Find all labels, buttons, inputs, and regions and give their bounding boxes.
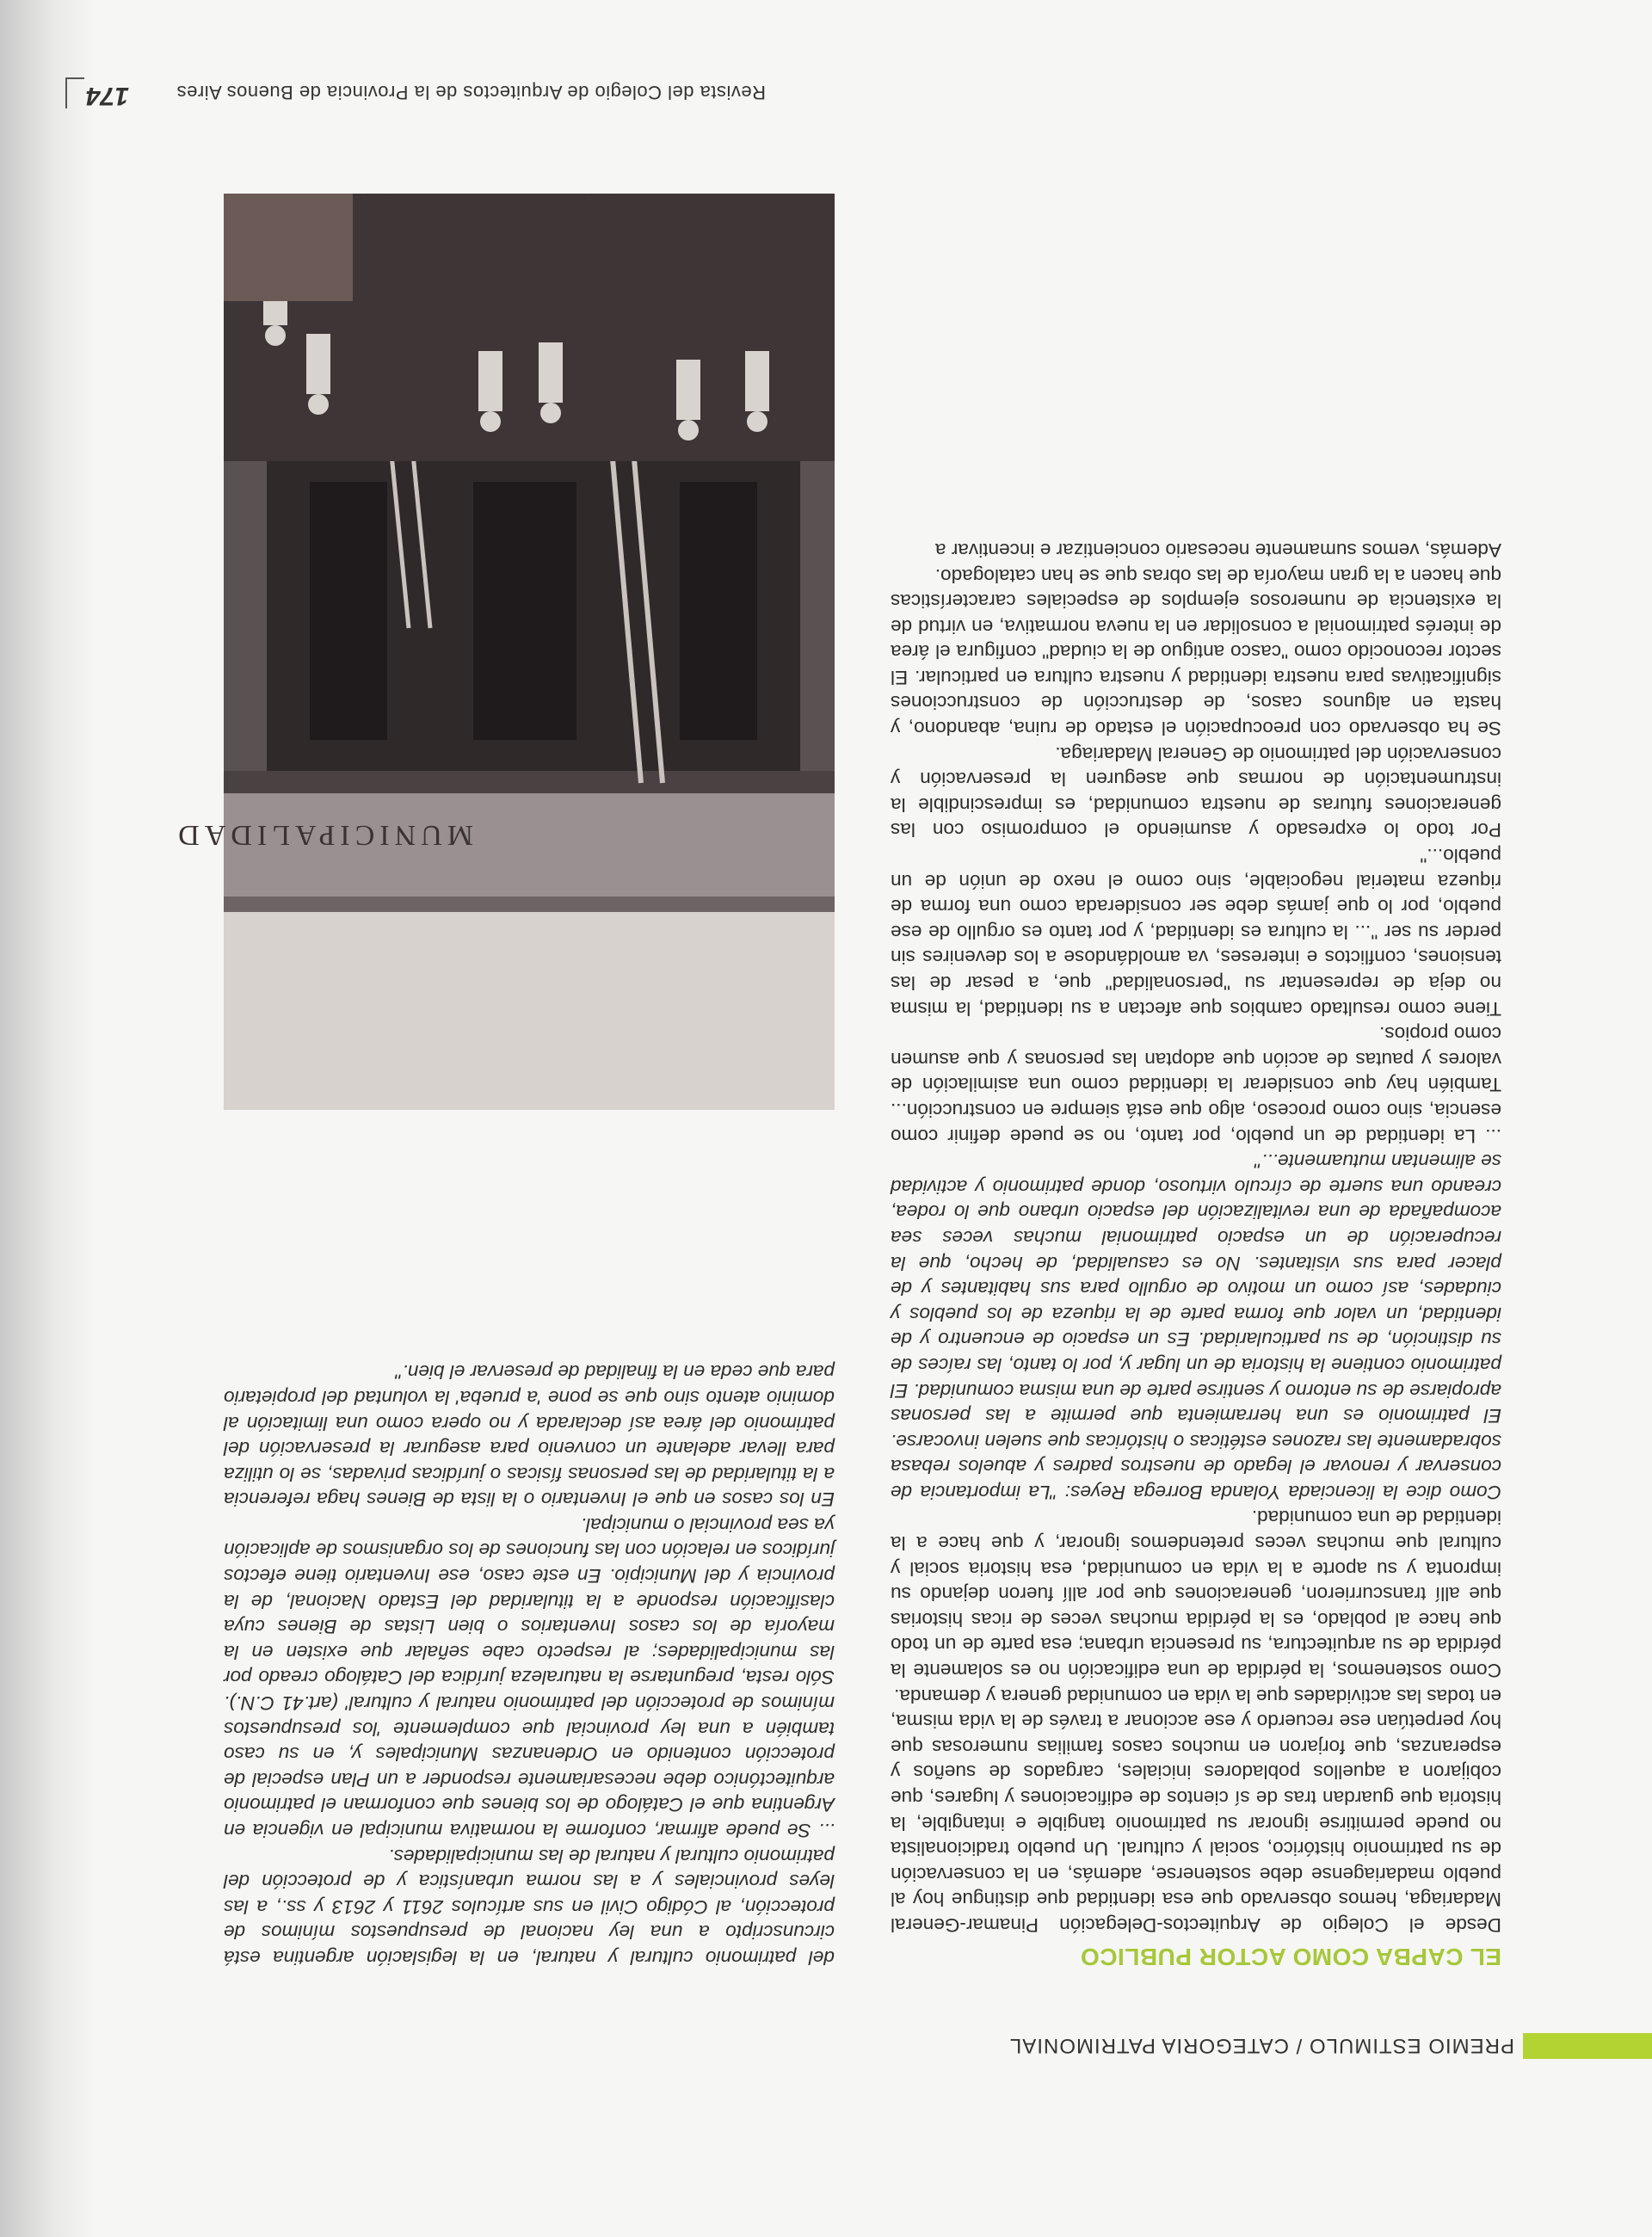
paragraph: ... Se puede afirmar, conforme la normativa municipal en vigencia en Argentina que el Catálogo de los bienes que conforman el patrimonio arquitectónico debe necesariamente responder a un Plan especial de protección contenido en Ordenanzas Municipales y, en su caso también a una ley provincial que complemente 'los presupuestos mínimos de protección del patrimonio natural y cultural' (art.41 C.N.). Sólo resta, preguntarse la naturaleza jurídica del Catálogo creado por las municipalidades; al respecto cabe señalar que existen en la mayoría de los casos Inventarios o bien Listas de Bienes cuya clasificación responde a la titularidad del Estado Nacional, de la provincia y del Municipio. En este caso, ese Inventario tiene efectos jurídicos en relación con las funciones de los organismos de aplicación ya sea provincial o municipal. [224,1513,835,1842]
section-accent-bar [1523,2033,1652,2059]
paragraph: ... La identidad de un pueblo, por tanto, no se puede definir como esencia, sino como proceso, algo que está siempre en construcción... También hay que considerar la identidad como una asimilación de valores y pautas de acción que adoptan las personas y que asumen como propios. [891,1023,1501,1147]
journal-title: Revista del Colegio de Arquitectos de la Provincia de Buenos Aires [176,82,766,103]
center-column [891,537,1501,1970]
section-heading: EL CAPBA COMO ACTOR PUBLICO [1080,1944,1501,1970]
section-header [0,2033,1652,2059]
paragraph: del patrimonio cultural y natural, en la legislación argentina está circunscripto a una ley nacional de presupuestos mínimos de protección, al Código Civil en sus artículos 2611 y 2613 y ss., a las leyes provinciales y a las norma urbanística y de protección del patrimonio cultural y natural de las municipalidades. [224,1845,835,1969]
paragraph: En los casos en que el Inventario o la lista de Bienes haga referencia a la titularidad de las personas físicas o jurídicas privadas, se lo utiliza para llevar adelante un convenio para asegurar la preservación del patrimonio del área así declarada y no opera como una limitación al dominio atento sino que se pone 'a prueba' la voluntad del propietario para que ceda en la finalidad de preservar el bien." [224,1361,835,1511]
page-number: 174 [85,82,129,110]
quote-paragraph: Como dice la licenciada Yolanda Borrega Reyes: "La importancia de conservar y renovar el legado de nuestros padres y abuelos rebasa sobradamente las razones estéticas o históricas que suelen invocarse. El patrimonio es una herramienta que permite a las personas apropiarse de su entorno y sentirse parte de una misma comunidad. El patrimonio contiene la historia de un lugar y, por lo tanto, las raíces de su distinción, de su particularidad. Es un espacio de encuentro y de identidad, un valor que forma parte de la riqueza de los pueblos y ciudades, así como un motivo de orgullo para sus habitantes y de placer para sus visitantes. No es casualidad, de hecho, que la recuperación de un espacio patrimonial muchas veces sea acompañada de una revitalización del espacio urbano que lo rodea, creando una suerte de círculo virtuoso, donde patrimonio y actividad se alimentan mutuamente..." [891,1150,1501,1503]
section-label: PREMIO ESTIMULO / CATEGORIA PATRIMONIAL [1008,2034,1514,2057]
historic-photo [173,194,835,1110]
footer-rule [65,77,84,108]
paragraph: Se ha observado con preocupación el estado de ruina, abandono, y hasta en algunos casos, de destrucción de construcciones significativas para nuestra identidad y nuestra cultura en particular. El sector reconocido como "casco antiguo de la ciudad" configura el área de interés patrimonial a consolidar en la nueva normativa, en virtud de la existencia de numerosos ejemplos de especiales características que hacen a la gran mayoría de las obras que se han catalogado. [891,564,1501,740]
photo-illustration [173,194,835,1110]
paragraph: Por todo lo expresado y asumiendo el compromiso con las generaciones futuras de nuestra comunidad, es imprescindible la instrumentación de normas que aseguren la preservación y conservación del patrimonio de General Madariaga. [891,743,1501,841]
paragraph: Además, vemos sumamente necesario concientizar e incentivar a [934,539,1501,561]
paragraph: Como sostenemos, la pérdida de una edificación no es solamente la pérdida de su arquitectura, su presencia urbana; esa parte de un todo que hace al poblado, es la pérdida muchas veces de ricas historias que allí transcurrieron, generaciones que por allí fueron dejando su impronta y su aporte a la vida en comunidad, esa historia social y cultural que muchas veces pretendemos ignorar, y que hace a la identidad de una comunidad. [891,1507,1501,1682]
right-column [224,1359,835,1970]
paragraph: Tiene como resultado cambios que afectan a su identidad, la misma no deja de representar su "personalidad" que, a pesar de las tensiones, conflictos e intereses, va amoldándose a los devenires sin perder su ser "... la cultura es identidad, y por tanto es orgullo de ese pueblo, por lo que jamás debe ser considerada como una forma de riqueza material negociable, sino como el nexo de unión de un pueblo..." [891,845,1501,1020]
photo-inscription: MUNICIPALIDAD [173,819,473,851]
paragraph: Desde el Colegio de Arquitectos-Delegación Pinamar-General Madariaga, hemos observado que esa identidad que distingue hoy al pueblo madariagense debe sostenerse, además, en la conservación de su patrimonio histórico, social y cultural. Un pueblo tradicionalista no puede permitirse ignorar su patrimonio tangible e intangible, la historia que guardan tras de sí cientos de edificaciones y lugares, que cobijaron a aquellos pobladores iniciales, cargados de sueños y esperanzas, que forjaron en muchos casos familias numerosas que hoy perpetúan ese recuerdo y ese accionar a través de la vida misma, en todas las actividades que la vida en comunidad genera y demanda. [891,1685,1501,1936]
